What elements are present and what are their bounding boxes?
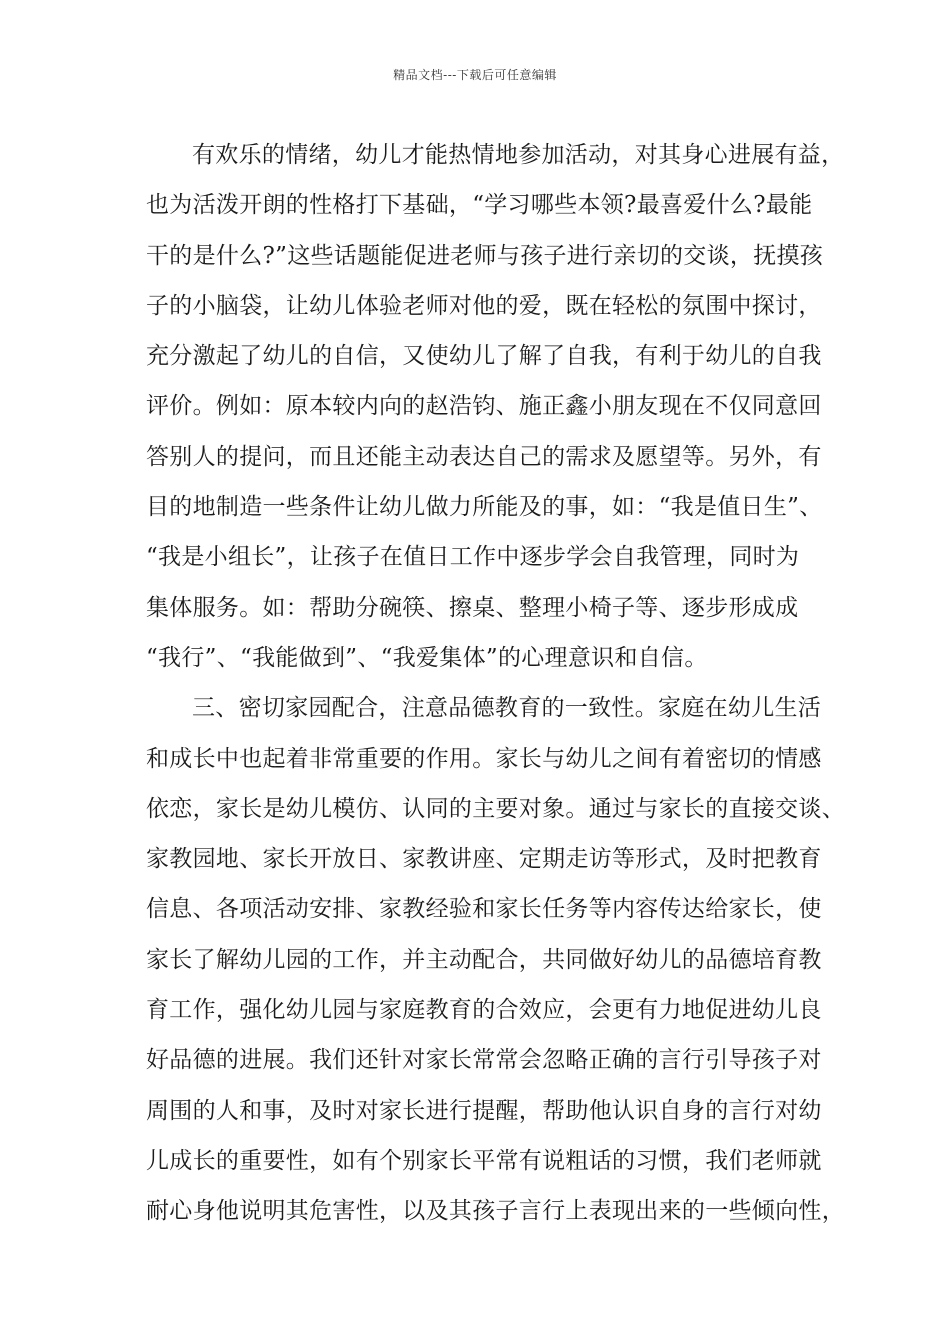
text-line: 依恋，家长是幼儿模仿、认同的主要对象。通过与家长的直接交谈、	[146, 795, 845, 822]
text-line: 信息、各项活动安排、家教经验和家长任务等内容传达给家长，使	[146, 896, 822, 923]
text-line: 和成长中也起着非常重要的作用。家长与幼儿之间有着密切的情感	[146, 745, 822, 772]
text-line: “我行”、“我能做到”、“我爱集体”的心理意识和自信。	[146, 644, 708, 671]
text-line: 三、密切家园配合，注意品德教育的一致性。家庭在幼儿生活	[192, 695, 822, 722]
document-body	[146, 130, 845, 1237]
text-line: 目的地制造一些条件让幼儿做力所能及的事，如：“我是值日生”、	[146, 494, 823, 521]
text-line: 耐心身他说明其危害性，以及其孩子言行上表现出来的一些倾向性，	[146, 1198, 845, 1225]
text-line: 评价。例如：原本较内向的赵浩钧、施正鑫小朋友现在不仅同意回	[146, 393, 822, 420]
text-line: 好品德的进展。我们还针对家长常常会忽略正确的言行引导孩子对	[146, 1047, 822, 1074]
text-line: 集体服务。如：帮助分碗筷、擦桌、整理小椅子等、逐步形成成	[146, 594, 799, 621]
text-line: 子的小脑袋，让幼儿体验老师对他的爱，既在轻松的氛围中探讨，	[146, 292, 822, 319]
text-line: 也为活泼开朗的性格打下基础，“学习哪些本领?最喜爱什么?最能	[146, 192, 813, 219]
paragraph	[146, 130, 845, 683]
text-line: 育工作，强化幼儿园与家庭教育的合效应，会更有力地促进幼儿良	[146, 997, 822, 1024]
paragraph	[146, 683, 845, 1236]
text-line: “我是小组长”，让孩子在值日工作中逐步学会自我管理，同时为	[146, 544, 800, 571]
text-line: 家教园地、家长开放日、家教讲座、定期走访等形式，及时把教育	[146, 846, 822, 873]
text-line: 充分激起了幼儿的自信，又使幼儿了解了自我，有利于幼儿的自我	[146, 343, 822, 370]
text-line: 答别人的提问，而且还能主动表达自己的需求及愿望等。另外，有	[146, 443, 822, 470]
text-line: 干的是什么?”这些话题能促进老师与孩子进行亲切的交谈，抚摸孩	[146, 242, 824, 269]
text-line: 周围的人和事，及时对家长进行提醒，帮助他认识自身的言行对幼	[146, 1097, 822, 1124]
text-line: 家长了解幼儿园的工作，并主动配合，共同做好幼儿的品德培育教	[146, 946, 822, 973]
text-line: 儿成长的重要性，如有个别家长平常有说粗话的习惯，我们老师就	[146, 1147, 822, 1174]
page-header: 精品文档---下载后可任意编辑	[393, 68, 557, 82]
text-line: 有欢乐的情绪，幼儿才能热情地参加活动，对其身心进展有益，	[192, 142, 845, 168]
